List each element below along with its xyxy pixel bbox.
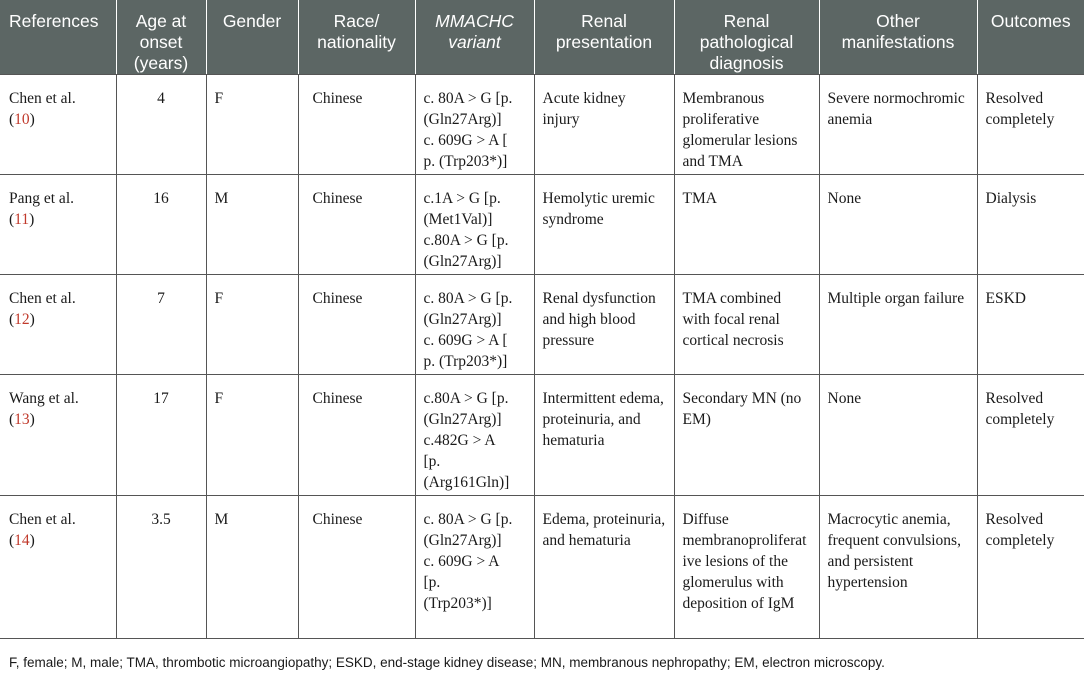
cell-gender: M (206, 496, 298, 639)
header-gender: Gender (206, 0, 298, 75)
variant-line: (Gln27Arg)] (423, 311, 502, 328)
cell-variant (415, 175, 534, 275)
variant-line: (Arg161Gln)] (423, 474, 510, 491)
cell-diagnosis: Membranous proliferative glomerular lesions and TMA (674, 75, 819, 175)
variant-line: (Gln27Arg)] (423, 111, 502, 128)
variant-line: [p. (423, 574, 441, 591)
cell-diagnosis: TMA (674, 175, 819, 275)
header-variant: MMACHC variant (415, 0, 534, 75)
ref-author: Chen et al. (9, 90, 76, 107)
cell-gender: F (206, 375, 298, 496)
variant-line: (Met1Val)] (423, 211, 493, 228)
header-outcomes: Outcomes (977, 0, 1084, 75)
cell-reference: Pang et al. (11) (0, 175, 116, 275)
cell-race: Chinese (298, 375, 415, 496)
cell-renal-presentation: Renal dysfunction and high blood pressure (534, 275, 674, 375)
ref-link[interactable]: 14 (14, 532, 30, 549)
cell-age: 3.5 (116, 496, 206, 639)
cell-variant (415, 75, 534, 175)
ref-link[interactable]: 11 (14, 211, 30, 228)
cell-gender: M (206, 175, 298, 275)
cell-other: Macrocytic anemia, frequent convulsions, and persistent hypertension (819, 496, 977, 639)
header-other: Other manifestations (819, 0, 977, 75)
variant-line: c.482G > A (423, 432, 496, 449)
variant-line: (Gln27Arg)] (423, 253, 502, 270)
header-age: Age at onset (years) (116, 0, 206, 75)
cell-renal-presentation: Hemolytic uremic syndrome (534, 175, 674, 275)
table-footnote: F, female; M, male; TMA, thrombotic microangiopathy; ESKD, end-stage kidney disease; MN, membranous nephropathy; EM, electron microscopy. (9, 655, 885, 670)
cell-age: 7 (116, 275, 206, 375)
variant-line: c. 609G > A [ (423, 332, 508, 349)
cell-diagnosis: Secondary MN (no EM) (674, 375, 819, 496)
variant-line: c.80A > G [p. (423, 232, 509, 249)
variant-line: c. 609G > A (423, 553, 500, 570)
cell-variant (415, 275, 534, 375)
variant-line: c. 80A > G [p. (423, 90, 513, 107)
cell-other: None (819, 175, 977, 275)
cell-variant (415, 375, 534, 496)
cell-other: Severe normochromic anemia (819, 75, 977, 175)
cell-outcome: Resolved completely (977, 75, 1084, 175)
variant-line: (Gln27Arg)] (423, 411, 502, 428)
cell-outcome: Resolved completely (977, 375, 1084, 496)
cell-reference: Wang et al. (13) (0, 375, 116, 496)
cell-renal-presentation: Acute kidney injury (534, 75, 674, 175)
variant-line: c. 80A > G [p. (423, 290, 513, 307)
cell-outcome: Resolved completely (977, 496, 1084, 639)
cell-other: Multiple organ failure (819, 275, 977, 375)
cell-renal-presentation: Intermittent edema, proteinuria, and hematuria (534, 375, 674, 496)
cell-other: None (819, 375, 977, 496)
variant-line: (Gln27Arg)] (423, 532, 502, 549)
variant-line: c.80A > G [p. (423, 390, 509, 407)
table-row (0, 496, 1084, 639)
cell-renal-presentation: Edema, proteinuria, and hematuria (534, 496, 674, 639)
cell-race: Chinese (298, 496, 415, 639)
header-diagnosis: Renal pathological diagnosis (674, 0, 819, 75)
header-row (0, 0, 1084, 75)
cell-reference: Chen et al. (14) (0, 496, 116, 639)
cell-outcome: ESKD (977, 275, 1084, 375)
ref-author: Chen et al. (9, 511, 76, 528)
header-renal-presentation: Renal presentation (534, 0, 674, 75)
ref-author: Chen et al. (9, 290, 76, 307)
cell-outcome: Dialysis (977, 175, 1084, 275)
cell-age: 17 (116, 375, 206, 496)
ref-link[interactable]: 12 (14, 311, 30, 328)
table-row (0, 75, 1084, 175)
cell-race: Chinese (298, 175, 415, 275)
table-row (0, 375, 1084, 496)
header-race: Race/ nationality (298, 0, 415, 75)
cell-gender: F (206, 75, 298, 175)
cell-reference: Chen et al. (12) (0, 275, 116, 375)
variant-line: p. (Trp203*)] (423, 353, 508, 370)
cell-diagnosis: Diffuse membranoproliferative lesions of the glomerulus with deposition of IgM (674, 496, 819, 639)
ref-link[interactable]: 13 (14, 411, 30, 428)
cell-race: Chinese (298, 75, 415, 175)
ref-author: Pang et al. (9, 190, 74, 207)
cell-age: 4 (116, 75, 206, 175)
variant-line: p. (Trp203*)] (423, 153, 508, 170)
ref-author: Wang et al. (9, 390, 79, 407)
cell-age: 16 (116, 175, 206, 275)
variant-line: (Trp203*)] (423, 595, 492, 612)
variant-line: c. 609G > A [ (423, 132, 508, 149)
cell-reference: Chen et al. (10) (0, 75, 116, 175)
cell-diagnosis: TMA combined with focal renal cortical necrosis (674, 275, 819, 375)
variant-line: c.1A > G [p. (423, 190, 501, 207)
cell-variant (415, 496, 534, 639)
variant-line: [p. (423, 453, 441, 470)
header-references: References (0, 0, 116, 75)
variant-line: c. 80A > G [p. (423, 511, 513, 528)
cell-race: Chinese (298, 275, 415, 375)
table-row (0, 175, 1084, 275)
cell-gender: F (206, 275, 298, 375)
table-row (0, 275, 1084, 375)
ref-link[interactable]: 10 (14, 111, 30, 128)
